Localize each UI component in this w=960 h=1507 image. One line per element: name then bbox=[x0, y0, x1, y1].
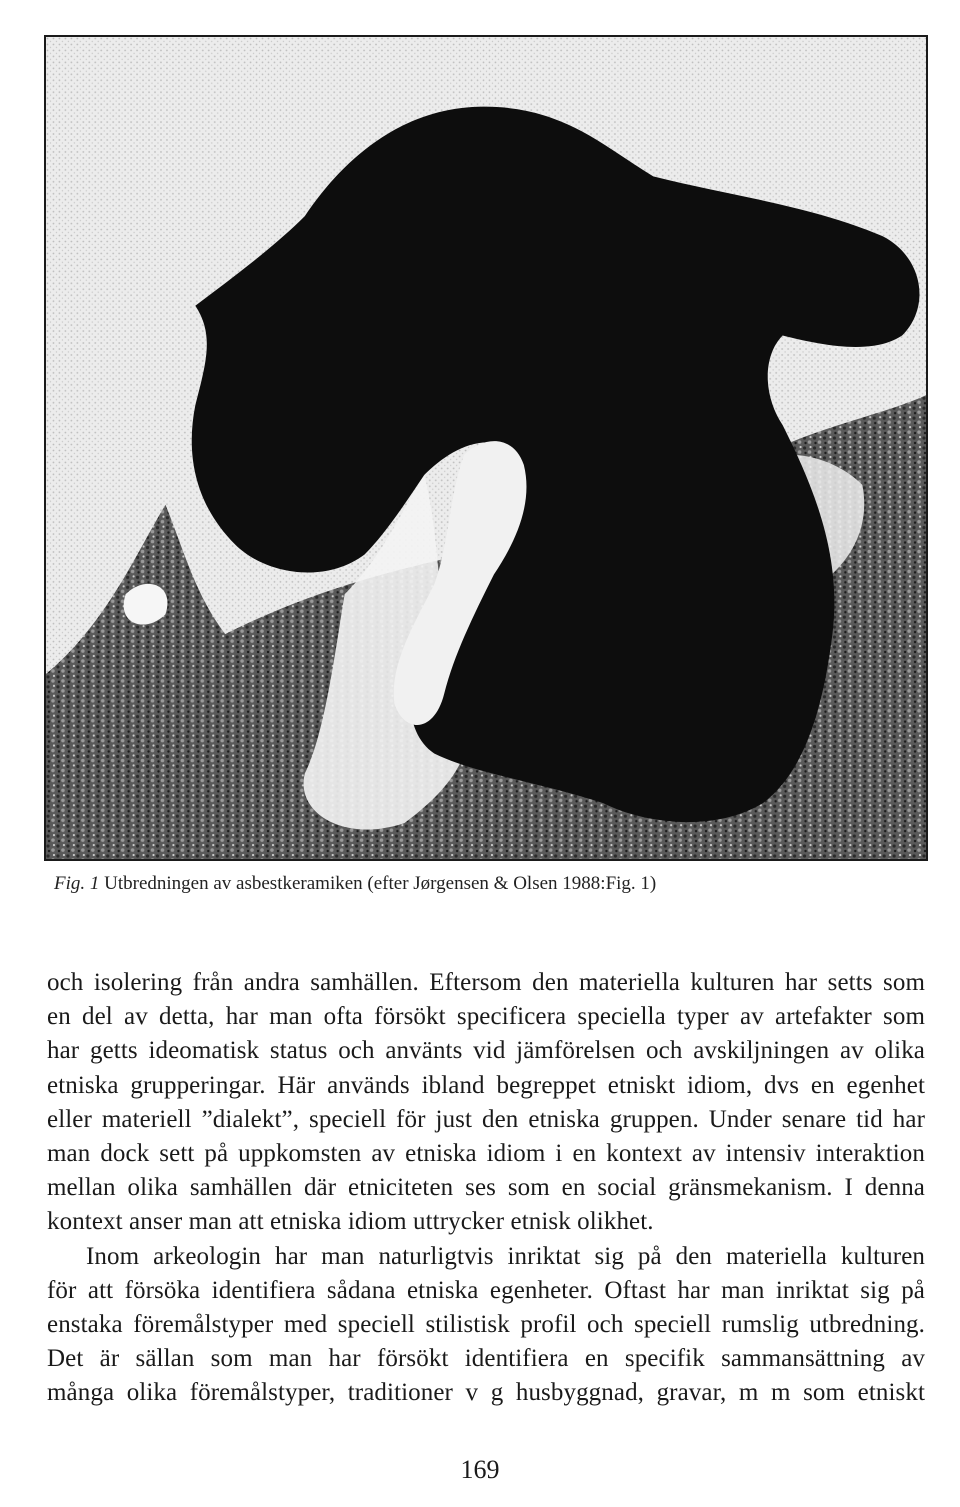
text-line: och isolering från andra samhällen. Eftersom den materiella kulturen har setts som bbox=[47, 969, 925, 996]
text-line: har getts ideomatisk status och använts vid jämförelsen och avskiljningen av olika bbox=[47, 1037, 925, 1065]
text-line: mellan olika samhällen där etniciteten ses som en social gränsmekanism. I denna bbox=[47, 1174, 925, 1202]
figure-map-image bbox=[44, 35, 928, 861]
figure-caption-text: Utbredningen av asbestkeramiken (efter Jørgensen & Olsen 1988:Fig. 1) bbox=[104, 873, 657, 894]
text-line: många olika föremålstyper, traditioner v g husbyggnad, gravar, m m som etniskt bbox=[47, 1379, 925, 1407]
text-line: Inom arkeologin har man naturligtvis inriktat sig på den materiella kulturen bbox=[86, 1242, 925, 1270]
text-line: för att försöka identifiera sådana etniska egenheter. Oftast har man inriktat sig på bbox=[47, 1276, 925, 1304]
map-icon bbox=[46, 37, 926, 859]
text-line: en del av detta, har man ofta försökt specificera speciella typer av artefakter som bbox=[47, 1003, 925, 1031]
text-line: enstaka föremålstyper med speciell stilistisk profil och speciell rumslig utbredning. bbox=[47, 1310, 925, 1338]
text-line: man dock sett på uppkomsten av etniska idiom i en kontext av intensiv interaktion bbox=[47, 1139, 925, 1167]
text-line: eller materiell ”dialekt”, speciell för just den etniska gruppen. Under senare tid har bbox=[47, 1105, 925, 1133]
text-line: etniska grupperingar. Här används ibland begreppet etniskt idiom, dvs en egenhet bbox=[47, 1071, 925, 1099]
figure-label: Fig. 1 bbox=[54, 873, 100, 894]
figure-caption bbox=[54, 872, 656, 896]
body-text bbox=[47, 966, 925, 1410]
text-line: Det är sällan som man har försökt identifiera en specifik sammansättning av bbox=[47, 1345, 925, 1373]
text-line: kontext anser man att etniska idiom uttrycker etnisk olikhet. bbox=[47, 1208, 654, 1236]
page-number: 169 bbox=[460, 1455, 500, 1484]
